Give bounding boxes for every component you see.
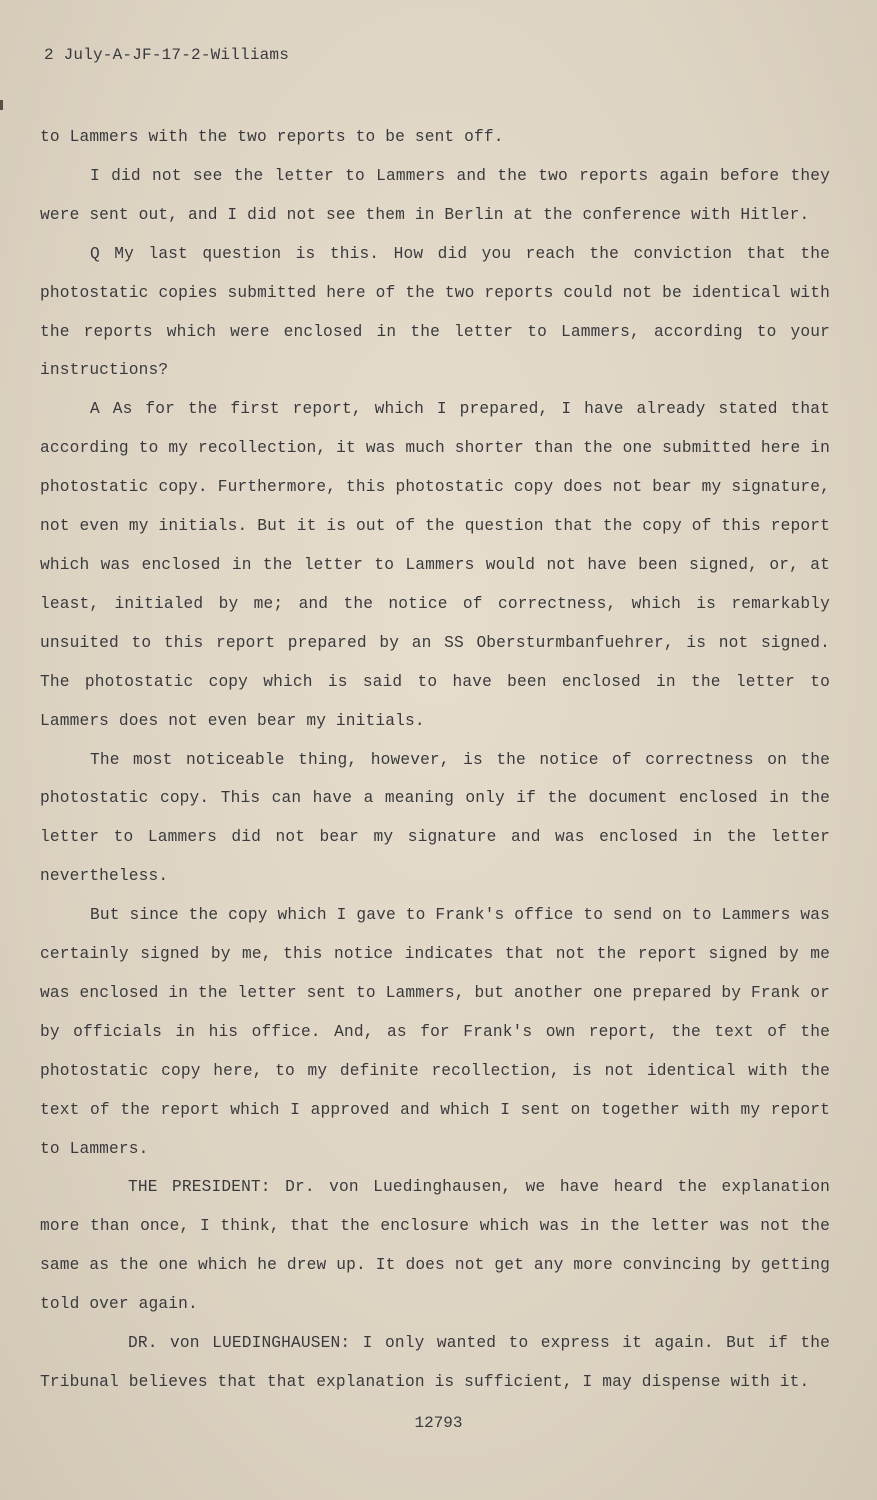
paragraph-continuation: to Lammers with the two reports to be sent off.	[40, 128, 504, 146]
president-statement: THE PRESIDENT: Dr. von Luedinghausen, we have heard the explanation more than once, I think, that the enclosure which was in the letter was not the same as the one which he drew up. It does not get any more convincing by getting told over again.	[40, 1178, 830, 1314]
paragraph: The most noticeable thing, however, is the notice of correctness on the photostatic copy. This can have a meaning only if the document enclosed in the letter to Lammers did not bear my signature and was enclosed in the letter nevertheless.	[40, 750, 830, 886]
counsel-statement: DR. von LUEDINGHAUSEN: I only wanted to express it again. But if the Tribunal believes that that explanation is sufficient, I may dispense with it.	[40, 1334, 830, 1391]
answer-paragraph: A As for the first report, which I prepared, I have already stated that according to my recollection, it was much shorter than the one submitted here in photostatic copy. Furthermore, this photostatic copy does not bear my signature, not even my initials. But it is out of the question that the copy of this report which was enclosed in the letter to Lammers would not have been signed, or, at least, initialed by me; and the notice of correctness, which is remarkably unsuited to this report prepared by an SS Obersturmbanfuehrer, is not signed. The photostatic copy which is said to have been enclosed in the letter to Lammers does not even bear my initials.	[40, 400, 830, 730]
document-reference: 2 July-A-JF-17-2-Williams	[44, 46, 290, 64]
transcript-body	[40, 118, 830, 1402]
paragraph: But since the copy which I gave to Frank's office to send on to Lammers was certainly signed by me, this notice indicates that not the report signed by me was enclosed in the letter sent to Lammers, but another one prepared by Frank or by officials in his office. And, as for Frank's own report, the text of the photostatic copy here, to my definite recollection, is not identical with the text of the report which I approved and which I sent on together with my report to Lammers.	[40, 906, 830, 1158]
margin-mark	[0, 100, 3, 110]
question-paragraph: Q My last question is this. How did you reach the conviction that the photostatic copies submitted here of the two reports could not be identical with the reports which were enclosed in the letter to Lammers, according to your instructions?	[40, 244, 830, 380]
page-number: 12793	[414, 1414, 463, 1432]
paragraph: I did not see the letter to Lammers and the two reports again before they were sent out, and I did not see them in Berlin at the conference with Hitler.	[40, 166, 830, 224]
